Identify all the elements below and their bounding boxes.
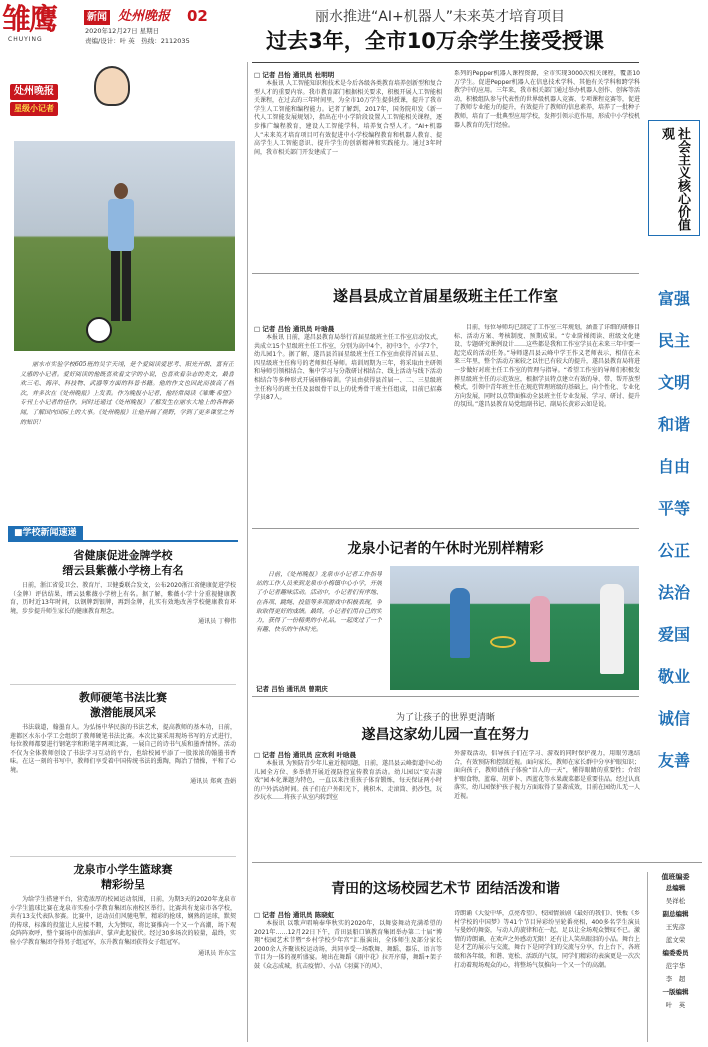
article-body: 为给学生搭建平台，营造浓厚的校园运动氛围，日前，为期3天的2020年龙泉市小学生篮球比赛在龙泉市实验小学教育集团东南校区举行。比赛共有龙泉市各学校，共有13支代表队参赛。比赛中，运动员们风驰电掣，精彩的抢球，娴熟的运球，默契的传球，标准的投篮让人应接不暇，大为赞叹，将比赛推向一个又一个高潮，场下观众阵阵欢呼，整个赛场中的加油声、掌声此起彼伏。经过30多场次的较量，最终，实验小学教育集团夺得男子组冠军，东升教育集团获得女子组冠军。 xyxy=(10,896,236,946)
article-title: 省健康促进金牌学校 xyxy=(73,549,173,562)
column-rule xyxy=(247,62,248,1042)
child-figure xyxy=(530,596,550,662)
core-value-item: 富强 xyxy=(657,289,690,308)
child-figure xyxy=(600,584,624,674)
suichang-credit: □ 记者 吕怡 通讯员 叶晗晨 xyxy=(254,325,335,333)
qingtian-title: 青田的这场校园艺术节 团结活泼和谐 xyxy=(331,881,560,897)
staff-item: 叶 英 xyxy=(665,1001,686,1009)
qingtian-body xyxy=(254,910,640,1044)
school-news-title: ■学校新闻速递 xyxy=(8,526,83,540)
core-values-column xyxy=(644,120,704,780)
lead-credit: □ 记者 吕怡 通讯员 杜明明 xyxy=(254,71,335,79)
divider xyxy=(10,856,236,857)
divider xyxy=(252,862,702,863)
suichang-title: 遂昌县成立首届星级班主任工作室 xyxy=(332,287,558,305)
lead-kicker: 丽水推进“AI+机器人”未来英才培育项目 xyxy=(315,9,565,25)
person-figure xyxy=(106,183,136,333)
core-value-item: 民主 xyxy=(657,331,690,350)
staff-box xyxy=(647,872,703,1042)
divider xyxy=(252,696,639,697)
staff-item: 范宇华 xyxy=(665,962,686,970)
logo: 雏鹰 xyxy=(2,2,57,36)
article-signature: 通讯员 郑爽 查娟 xyxy=(190,777,236,785)
school-news-article-2 xyxy=(10,690,236,860)
article-body: 书法载道，翰墨育人。为弘扬中华民族的书法艺术，提高教师的基本功，日前，莲都区水东小学工会组织了教师硬笔书法比赛。本次比赛采用现场书写的方式进行，每位教师都要进行钢笔字和粉笔字两项比赛，一展自己的诗书气质和墨香情怀。活动不仅为全体教师创设了书法学习互动的平台，也给校园平添了一股浓浓的翰墨书香味。在这一刻的书写中，教师们享受着中国传统书法的熏陶，陶冶了情操，平和了心境。 xyxy=(10,724,236,774)
staff-item: 副总编辑 xyxy=(662,910,689,918)
core-values-title: 社会主义核心价值观 xyxy=(659,127,690,231)
core-value-item: 诚信 xyxy=(657,709,690,728)
kindergarten-body xyxy=(254,750,640,860)
lead-body xyxy=(254,70,640,270)
reporter-badge xyxy=(6,62,138,132)
longquan-title: 龙泉小记者的午休时光别样精彩 xyxy=(347,541,544,557)
staff-item: 一版编辑 xyxy=(662,988,689,996)
paper-name: 处州晚报 xyxy=(118,9,171,24)
staff-header: 值班编委 xyxy=(661,873,690,881)
article-signature: 通讯员 许东宝 xyxy=(198,949,236,957)
divider xyxy=(252,273,639,274)
staff-list xyxy=(648,882,703,1012)
article-signature: 通讯员 丁柳伟 xyxy=(198,618,236,626)
core-value-item: 法治 xyxy=(657,583,690,602)
staff-item: 总编辑 xyxy=(665,884,686,892)
suichang-col1: 本报讯 日前，遂昌县教育局举行首届星级班主任工作室启动仪式，共成立15个星级班主任工作室，分别为高中4个，初中3个，小学7个，幼儿园1个。据了解，遂昌县首届星级班主任工作室由获得首届五星、四星级班主任称号的老师担任导师。培训周期为三年，将采取由主研领和导师引领相结合、集中学习与分散研讨相结合、线上活动与线下活动相结合等多种形式开展研修培训。学员由获得县首届一、二、三星级班主任称号的班主任及县级骨干以上的优秀骨干班主任组成，目前已招募学员87人。 xyxy=(254,334,442,402)
staff-item: 蓝文荣 xyxy=(665,936,686,944)
article-title: 龙泉市小学生篮球赛 xyxy=(73,863,173,876)
staff-item: 王宪彦 xyxy=(665,923,686,931)
logo-sub: CHUYING xyxy=(8,36,43,43)
lead-col1: 本报讯 人工智能知识和技术是今后各级各类教育培养创新型和复合型人才的重要内容。我市教育部门根据相关要求，积极开展人工智能相关课程，在过去的三年时间里，为全市10万学生提供授课，提升了我市学生人工智能和编程能力。记者了解到，2017年，国务院印发《新一代人工智能发展规划》，指出在中小学阶段设置人工智能相关课程，逐步推广编程教育，建设人工智能学科，培养复合型人才。“AI+机器人”未来英才培育项目可有效促进中小学校编程教育和机器人教育、提高学生人工智能意识、提升学生的创新精神和实践能力。通过3年时间，我市相关部门开发建成了一 xyxy=(254,80,442,156)
qingtian-credit: □ 记者 吕怡 通讯员 陈晓虹 xyxy=(254,911,335,919)
soccer-ball xyxy=(86,317,112,343)
qingtian-col2: 诗朗诵《大爱中华，点亮希望》、校园情景剧《最好的我们》、快板《乡村学校的中国梦》等41个节目异彩纷呈轮番亮相，400多名学生演员与曼妙的舞姿，与动人的旋律和在一起，足以让全场观众赞叹不已。激情的诗朗诵，在欢声之外感动无限！还有让人笑出眼泪的小品。舞台上是才艺的展示与交流，舞台下是同学们的交流与分享，台上台下，各班级和各年级，和谐、宽松、活跃的气氛，同学们精彩的表演更是一次次打动着现场观众的心，将整场气氛推向一个又一个的高潮。 xyxy=(454,910,640,969)
staff-item: 编委委员 xyxy=(662,949,689,957)
core-value-item: 和谐 xyxy=(657,415,690,434)
staff-item: 吴祥松 xyxy=(665,897,686,905)
core-value-item: 自由 xyxy=(657,457,690,476)
core-value-item: 公正 xyxy=(657,541,690,560)
school-news-article-3 xyxy=(10,862,236,1042)
core-values-box xyxy=(648,120,700,236)
core-value-item: 敬业 xyxy=(657,667,690,686)
article-title: 教师硬笔书法比赛 xyxy=(79,691,167,704)
hoop-ring xyxy=(490,636,516,648)
badge-top: 处州晚报 xyxy=(10,84,58,100)
section-tag: 新闻 xyxy=(84,10,110,25)
staff-item: 李 超 xyxy=(665,975,686,983)
reporter-photo xyxy=(14,141,235,351)
badge-bottom: 星级小记者 xyxy=(10,102,58,116)
suichang-body xyxy=(254,324,640,524)
article-subtitle: 激潜能展风采 xyxy=(90,706,156,719)
divider xyxy=(252,528,639,529)
editor-line: 责编/设计：叶 英 热线：2112035 xyxy=(85,37,190,45)
qingtian-col1: 本报讯 以歌声唱响奉华秋实的2020年，以舞姿舞动充满希望的2021年……12月22日下午，青田县船口镇教育集团举办第二十届“博翔”校园艺术节暨“乡村学校少年宫”汇报演出，全体师生及部分家长2000余人齐聚该校运动场，共同享受一场歌舞、舞蹈、器乐、语言等节目为一体的视听盛宴。境出在舞蹈《雨中花》拉开序幕，舞蹈+架子鼓《众志成城，抗击疫情》、小品《羽翼下的风》、 xyxy=(254,920,442,970)
core-values-list xyxy=(644,278,704,780)
kindergarten-kicker: 为了让孩子的世界更清晰 xyxy=(395,713,495,723)
lead-title: 过去3年，全市10万余学生接受授课 xyxy=(266,29,604,53)
reporter-caption: 丽水市实验学校605班的吴宇天翊，是个爱阅读爱思考、阳光开朗、富有正义感的小记者。爱好阅读的他既喜欢看文学的小说，也喜欢看杂志的类文，最喜欢三毛、海洋、科技物、武器等方面的科普书籍。他的作文也因此而拔高了档次，并多次在《处州晚报》上发表。作为晚报小记者，他经常阅读《雏鹰·希望》专刊上小记者的佳作，同时还通过《处州晚报》了解发生在丽水大地上的各种新闻，了解国内国际上的大事。《处州晚报》让他开阔了视野，学到了更多课堂之外的知识！ xyxy=(20,361,234,426)
longquan-photo xyxy=(390,566,639,690)
divider xyxy=(252,62,639,63)
article-subtitle: 精彩纷呈 xyxy=(101,878,145,891)
kindergarten-col1: 本报讯 为预防青少年儿童近视问题，日前，遂昌县云峰街道中心幼儿园全方位、多举措开展近视防控宣传教育活动。幼儿园以“安吉游戏”园本化课题为特色，一直以来注重孩子体育锻炼，每天保证两小时的户外活动时间。孩子们在户外阳光下，挑积木、走滚筒、扔沙包，玩沙玩水……将孩子从室内转到室 xyxy=(254,760,442,802)
core-value-item: 平等 xyxy=(657,499,690,518)
date-line: 2020年12月27日 星期日 xyxy=(85,27,160,35)
masthead xyxy=(0,0,240,52)
kindergarten-credit: □ 记者 吕怡 通讯员 应欢利 叶晗晨 xyxy=(254,751,356,759)
child-figure xyxy=(450,588,470,658)
divider xyxy=(10,684,236,685)
core-value-item: 文明 xyxy=(657,373,690,392)
longquan-body: 日前，《处州晚报》龙泉市小记者工作指导站的工作人员来到龙泉市小梅镇中心小学，开展了小记者趣味活动。活动中，小记者们有序地、在各项、跳绳、投篮等多项游戏中积极表现，争取取得更好的成绩。最终，小记者们用自己的实力，获得了一份精美的小礼品，一起度过了一个有趣、快乐的午休时光。 xyxy=(256,571,382,634)
lead-col2: 系列的Pepper机器人课程资源，全市实现3000次相关课程，覆盖10万学生。促进Pepper机器人在信息技术学科、其他有关学科和跨学科教学中的应用。三年来，我市相关部门通过举办机器人创作、创客等活动，积极组队参与代表性的世界级机器人竞赛、专项课程竞赛等，促进了教师专业能力的提升，有效提升了教师的信息素养，培养了一批种子教师，培育了一批典型应用学校，发挥引领示范作用，形成中小学校机器人教育的先行经验。 xyxy=(454,70,640,129)
kindergarten-title: 遂昌这家幼儿园一直在努力 xyxy=(361,727,530,743)
badge-avatar xyxy=(94,66,130,106)
longquan-credit: 记者 吕怡 通讯员 曾期庆 xyxy=(256,685,328,693)
school-news-header xyxy=(8,526,238,542)
article-body: 日前，浙江省爱卫会、教育厅、卫健委联合发文，公布2020浙江省健康促进学校（金牌）评估结果，缙云县紫薇小学榜上有名。据了解，紫薇小学十分重视健康教育，历时近13年时间，以钢牌到银牌，再到金牌，扎实有效地改善学校健康教育环境，步步提升师生家长的健康教育理念。 xyxy=(10,582,236,615)
suichang-col2: 目前，每位导师均已制定了工作室三年规划，涵盖了详细的研修目标、活动方案、考核制度、预期成果。“专业阶梯阅读、班级文化建设、专题研究课例设计……这些都是我和工作室学员在未来三年中要一起完成的活动任务。”导师遂昌县云峰中学王作义老师表示，相信在未来三年里，整个活动方案较之以往已有较大的提升，遂昌县教育局将进一步做好对班主任工作室的管理与指导。“希望工作室的导师们积极发挥星级班主任的示范效应，根据学员特点建立有效的导、带、帮开放型模式，引领中青年班主任在规范管理班级的基础上，向个性化、专业化方向发展，同时以点带面推动全县班主任专业发展、学习、研讨、提升的氛围。”遂昌县教育局党组副书记、副局长黄彩云如是说。 xyxy=(454,324,640,409)
kindergarten-col2: 外游戏活动，倡导孩子们在学习、游戏的同时保护视力，用眼劳逸结合，有效预防和控制近视。面向家长，教师在家长群中分享护眼知识；面向孩子，教师请孩子体验“盲人的一天”，懂得眼睛的重要性；介绍护眼食物，蓝莓、胡萝卜、西蓝花等水果蔬菜都是重要佳品。经过认真落实，幼儿园保护孩子视力方面取得了显著成效，目前在园幼儿无一人近视。 xyxy=(454,750,640,800)
school-news-article-1 xyxy=(10,548,236,683)
article-subtitle: 缙云县紫薇小学榜上有名 xyxy=(62,564,184,577)
core-value-item: 爱国 xyxy=(657,625,690,644)
page-number: 02 xyxy=(187,7,208,25)
core-value-item: 友善 xyxy=(657,751,690,770)
